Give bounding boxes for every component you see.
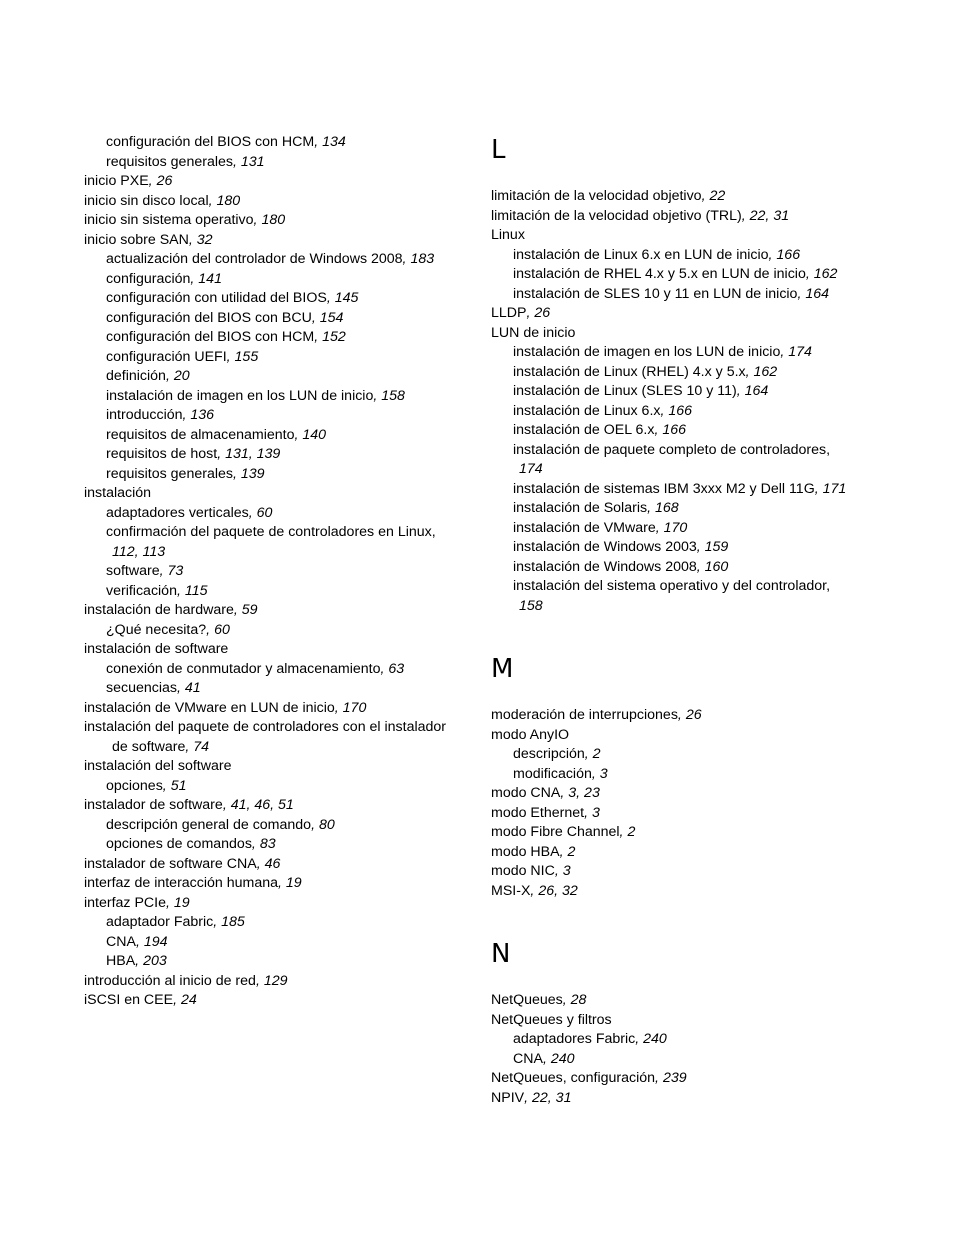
index-term: instalación de imagen en los LUN de inicio <box>106 387 374 404</box>
index-page-refs[interactable]: 2 <box>567 843 576 860</box>
index-page-refs[interactable]: 166 <box>776 246 801 263</box>
index-term: secuencias <box>106 680 177 696</box>
index-entry: CNA, 240 <box>513 1050 575 1067</box>
index-page-refs[interactable]: 180 <box>261 212 286 228</box>
section-letter-heading: N <box>491 939 511 969</box>
index-entry: actualización del controlador de Windows 2008, 183 <box>106 251 435 267</box>
section-letter-heading: M <box>491 654 514 684</box>
index-page-refs[interactable]: 63 <box>388 660 405 677</box>
index-term: opciones de comandos <box>106 836 252 852</box>
index-entry: NetQueues, 28 <box>491 992 587 1008</box>
index-page-refs[interactable]: 183 <box>410 251 435 267</box>
index-page-refs[interactable]: 2 <box>592 746 601 762</box>
index-page-refs[interactable]: 22 <box>709 188 726 204</box>
index-entry: instalación de SLES 10 y 11 en LUN de inicio, 164 <box>513 285 830 302</box>
index-page-refs[interactable]: 19 <box>173 894 190 911</box>
index-term: modo Ethernet <box>491 804 585 821</box>
index-term: instalación de Linux (SLES 10 y 11) <box>513 383 737 399</box>
index-entry: modo Fibre Channel, 2 <box>491 824 636 840</box>
index-entry: NPIV, 22, 31 <box>491 1089 572 1106</box>
index-page-refs[interactable]: 3 <box>599 765 608 782</box>
index-term: descripción general de comando <box>106 816 312 833</box>
index-entry: descripción general de comando, 80 <box>106 816 335 833</box>
index-page-refs[interactable]: 26 <box>534 305 551 321</box>
index-term: instalación de VMware <box>513 519 656 536</box>
index-entry <box>491 226 876 246</box>
section-letter-heading: L <box>491 135 506 165</box>
index-term: instalación de hardware <box>84 602 234 618</box>
index-term: definición <box>106 368 166 384</box>
index-entry <box>491 1011 876 1031</box>
index-term: LUN de inicio <box>491 324 576 341</box>
index-term: configuración con utilidad del BIOS <box>106 290 327 306</box>
index-entry: adaptador Fabric, 185 <box>106 914 245 930</box>
index-page-refs[interactable]: 170 <box>663 519 688 536</box>
index-term: instalación de RHEL 4.x y 5.x en LUN de inicio <box>513 266 806 282</box>
index-page-refs[interactable]: 166 <box>668 402 693 419</box>
index-entry: iSCSI en CEE, 24 <box>84 992 197 1008</box>
index-entry: modificación, 3 <box>513 765 608 782</box>
index-entry: instalación de Linux (RHEL) 4.x y 5.x, 162 <box>513 363 778 380</box>
index-entry: CNA, 194 <box>106 933 168 950</box>
index-page-refs[interactable]: 158 <box>519 597 543 614</box>
index-entry: inicio PXE, 26 <box>84 173 173 189</box>
index-entry: modo HBA, 2 <box>491 843 576 860</box>
index-entry: instalación de hardware, 59 <box>84 602 258 618</box>
index-entry: opciones de comandos, 83 <box>106 836 276 852</box>
index-page-refs[interactable]: 131 <box>240 153 265 170</box>
index-entry: requisitos generales, 139 <box>106 465 265 482</box>
index-page-refs[interactable]: 159 <box>704 539 729 555</box>
index-entry <box>491 324 876 344</box>
index-term: NPIV <box>491 1089 525 1106</box>
index-page-refs[interactable]: 26, 32 <box>538 882 578 899</box>
index-entry: instalación de Solaris, 168 <box>513 500 679 516</box>
index-entry: inicio sin disco local, 180 <box>84 192 241 209</box>
index-entry: modo NIC, 3 <box>491 863 571 879</box>
index-term: MSI-X <box>491 882 531 899</box>
index-term: modo HBA <box>491 843 560 860</box>
index-entry: software, 73 <box>106 563 184 579</box>
index-term: instalación del software <box>84 758 232 774</box>
index-entry <box>491 726 876 746</box>
index-term: verificación <box>106 582 177 599</box>
index-entry: LLDP, 26 <box>491 305 551 321</box>
index-entry: instalador de software CNA, 46 <box>84 855 281 872</box>
index-term: instalación de VMware en LUN de inicio <box>84 699 335 716</box>
index-entry: instalación de imagen en los LUN de inicio, 158 <box>106 387 405 404</box>
index-entry: requisitos de host, 131, 139 <box>106 446 281 462</box>
index-entry: limitación de la velocidad objetivo, 22 <box>491 188 726 204</box>
index-entry: conexión de conmutador y almacenamiento, 63 <box>106 660 405 677</box>
index-entry: ¿Qué necesita?, 60 <box>106 621 230 638</box>
index-term: instalación <box>84 485 152 501</box>
index-entry: interfaz PCIe, 19 <box>84 894 190 911</box>
index-page-refs[interactable]: 3 <box>591 804 600 821</box>
index-term: modo Fibre Channel <box>491 824 620 840</box>
index-term: introducción <box>106 407 183 423</box>
index-page-refs[interactable]: 22, 31 <box>749 207 790 224</box>
index-page-refs[interactable]: 170 <box>342 699 367 716</box>
index-page-refs[interactable]: 22, 31 <box>532 1089 572 1106</box>
index-term: instalación de SLES 10 y 11 en LUN de inicio <box>513 285 798 302</box>
index-page-refs[interactable]: 158 <box>381 387 405 404</box>
index-page-refs[interactable]: 46 <box>264 855 281 872</box>
index-page-refs[interactable]: 180 <box>216 192 241 209</box>
index-entry: adaptadores verticales, 60 <box>106 504 273 521</box>
index-page-refs[interactable]: 168 <box>654 500 679 516</box>
index-page-refs[interactable]: 134 <box>322 134 346 150</box>
index-term: instalación de imagen en los LUN de inicio <box>513 344 781 360</box>
index-entry: instalación de Windows 2008, 160 <box>513 558 729 575</box>
index-entry <box>491 597 876 617</box>
index-term: configuración del BIOS con BCU <box>106 309 312 326</box>
index-entry: definición, 20 <box>106 368 190 384</box>
index-page-refs[interactable]: 3, 23 <box>568 785 600 801</box>
index-entry: NetQueues, configuración, 239 <box>491 1070 687 1086</box>
index-page-refs[interactable]: 164 <box>744 383 769 399</box>
index-term: moderación de interrupciones <box>491 707 678 723</box>
index-page-refs[interactable]: 26 <box>156 173 173 189</box>
index-term: modificación <box>513 765 592 782</box>
index-page-refs[interactable]: 74 <box>193 738 210 755</box>
index-term: conexión de conmutador y almacenamiento <box>106 660 381 677</box>
index-page-refs[interactable]: 239 <box>662 1070 687 1086</box>
index-term: instalación de Windows 2008 <box>513 558 697 575</box>
index-page-refs[interactable]: 145 <box>334 290 359 306</box>
index-term: instalación de paquete completo de controladores, <box>513 441 831 458</box>
index-entry: requisitos de almacenamiento, 140 <box>106 426 327 443</box>
index-term: adaptadores Fabric <box>513 1031 636 1047</box>
index-entry <box>84 543 469 563</box>
index-page-refs[interactable]: 164 <box>805 285 830 302</box>
index-page-refs[interactable]: 28 <box>570 992 587 1008</box>
index-term: adaptadores verticales <box>106 504 249 521</box>
index-term: configuración del BIOS con HCM <box>106 134 315 150</box>
index-entry: instalación de OEL 6.x, 166 <box>513 422 686 438</box>
index-entry: instalación de Linux 6.x, 166 <box>513 402 693 419</box>
index-page-refs[interactable]: 19 <box>285 875 302 891</box>
index-entry: configuración del BIOS con BCU, 154 <box>106 309 344 326</box>
index-page-refs[interactable]: 174 <box>519 461 543 477</box>
index-entry <box>84 523 469 543</box>
index-page-refs[interactable]: 51 <box>170 777 187 794</box>
index-page-refs[interactable]: 240 <box>643 1031 667 1047</box>
index-term: instalación de Linux 6.x en LUN de inicio <box>513 246 769 263</box>
index-page-refs[interactable]: 73 <box>167 563 184 579</box>
index-term: instalación de OEL 6.x <box>513 422 655 438</box>
index-page-refs[interactable]: 154 <box>319 309 344 326</box>
index-entry: instalación de Windows 2003, 159 <box>513 539 729 555</box>
index-page-refs[interactable]: 162 <box>813 266 838 282</box>
index-left-column <box>84 133 469 1011</box>
index-term: ¿Qué necesita? <box>106 621 207 638</box>
index-page-refs[interactable]: 141 <box>198 270 222 287</box>
index-entry: instalación de RHEL 4.x y 5.x en LUN de inicio, 162 <box>513 266 838 282</box>
index-entry: instalación de Linux (SLES 10 y 11), 164 <box>513 383 769 399</box>
index-page-refs[interactable]: 83 <box>259 836 276 852</box>
index-term: instalación de Solaris <box>513 500 648 516</box>
index-entry <box>491 441 876 461</box>
index-entry <box>84 484 469 504</box>
index-page-refs[interactable]: 240 <box>550 1050 575 1067</box>
index-term: inicio sobre SAN <box>84 231 189 248</box>
index-page-refs[interactable]: 194 <box>143 933 168 950</box>
index-entry: introducción al inicio de red, 129 <box>84 972 288 989</box>
index-entry: instalación de sistemas IBM 3xxx M2 y Dell 11G, 171 <box>513 480 847 497</box>
index-term: actualización del controlador de Windows 2008 <box>106 251 403 267</box>
index-entry: configuración UEFI, 155 <box>106 348 259 365</box>
index-entry: modo Ethernet, 3 <box>491 804 600 821</box>
index-page-refs[interactable]: 136 <box>190 407 215 423</box>
index-entry: HBA, 203 <box>106 953 167 969</box>
index-term: modo NIC <box>491 863 555 879</box>
index-entry <box>84 640 469 660</box>
index-page-refs[interactable]: 112, 113 <box>112 543 166 560</box>
index-page-refs[interactable]: 131, 139 <box>225 446 281 462</box>
index-term: interfaz de interacción humana <box>84 875 279 891</box>
index-entry: inicio sobre SAN, 32 <box>84 231 213 248</box>
index-page-refs[interactable]: 155 <box>234 348 259 365</box>
index-entry: instalación de VMware, 170 <box>513 519 688 536</box>
index-term: inicio PXE <box>84 173 149 189</box>
index-term: configuración del BIOS con HCM <box>106 329 315 345</box>
index-term: instalación de Linux (RHEL) 4.x y 5.x <box>513 363 746 380</box>
index-entry: configuración, 141 <box>106 270 222 287</box>
index-page-refs[interactable]: 115 <box>184 582 208 599</box>
index-page-refs[interactable]: 24 <box>181 992 197 1008</box>
index-term: instalación de Windows 2003 <box>513 539 697 555</box>
index-page-refs[interactable]: 140 <box>302 426 327 443</box>
index-page-refs[interactable]: 129 <box>263 972 288 989</box>
index-entry: moderación de interrupciones, 26 <box>491 707 702 723</box>
index-page-refs[interactable]: 2 <box>627 824 636 840</box>
index-page-refs[interactable]: 152 <box>322 329 346 345</box>
index-page-refs[interactable]: 80 <box>318 816 335 833</box>
index-entry: opciones, 51 <box>106 777 187 794</box>
index-term: NetQueues <box>491 992 563 1008</box>
index-page-refs[interactable]: 20 <box>173 368 190 384</box>
index-page-refs[interactable]: 171 <box>822 480 847 497</box>
index-right-column <box>491 133 876 1108</box>
index-entry: inicio sin sistema operativo, 180 <box>84 212 286 228</box>
index-entry: descripción, 2 <box>513 746 601 762</box>
index-term: CNA <box>513 1050 543 1067</box>
index-term: Linux <box>491 227 525 243</box>
index-term: configuración UEFI <box>106 348 227 365</box>
index-entry: secuencias, 41 <box>106 680 201 696</box>
index-page-refs[interactable]: 185 <box>221 914 245 930</box>
index-term: adaptador Fabric <box>106 914 214 930</box>
index-term: LLDP <box>491 305 527 321</box>
index-entry: limitación de la velocidad objetivo (TRL), 22, 31 <box>491 207 790 224</box>
index-entry: modo CNA, 3, 23 <box>491 785 600 801</box>
index-term: software <box>106 563 160 579</box>
index-term: requisitos generales <box>106 465 233 482</box>
index-term: instalación de Linux 6.x <box>513 402 661 419</box>
index-page-refs[interactable]: 60 <box>214 621 230 638</box>
index-term: limitación de la velocidad objetivo (TRL) <box>491 207 742 224</box>
index-term: modo AnyIO <box>491 726 570 743</box>
index-entry: configuración del BIOS con HCM, 134 <box>106 134 346 150</box>
index-term: confirmación del paquete de controladores en Linux, <box>106 524 436 540</box>
index-term: inicio sin disco local <box>84 192 209 209</box>
index-term: NetQueues, configuración <box>491 1070 656 1086</box>
index-term: configuración <box>106 270 191 287</box>
index-page-refs[interactable]: 139 <box>240 465 265 482</box>
index-term: NetQueues y filtros <box>491 1011 612 1028</box>
index-term: requisitos de host <box>106 446 218 462</box>
index-entry: configuración con utilidad del BIOS, 145 <box>106 290 359 306</box>
index-term: instalación de sistemas IBM 3xxx M2 y Dell 11G <box>513 480 815 497</box>
index-term: inicio sin sistema operativo <box>84 212 254 228</box>
index-term: requisitos de almacenamiento <box>106 426 295 443</box>
index-page-refs[interactable]: 32 <box>196 231 213 248</box>
index-entry: instalador de software, 41, 46, 51 <box>84 797 294 813</box>
index-page-refs[interactable]: 41, 46, 51 <box>230 797 294 813</box>
index-entry: de software, 74 <box>112 738 210 755</box>
index-page-refs[interactable]: 41 <box>184 680 201 696</box>
index-term: de software <box>112 738 186 755</box>
index-term: instalación del paquete de controladores con el instalador <box>84 719 447 735</box>
index-page-refs[interactable]: 3 <box>562 863 571 879</box>
index-page-refs[interactable]: 162 <box>753 363 778 380</box>
index-entry: adaptadores Fabric, 240 <box>513 1031 667 1047</box>
index-entry: verificación, 115 <box>106 582 208 599</box>
index-page-refs[interactable]: 174 <box>788 344 812 360</box>
index-entry: configuración del BIOS con HCM, 152 <box>106 329 346 345</box>
index-term: iSCSI en CEE <box>84 992 174 1008</box>
index-term: instalador de software CNA <box>84 855 257 872</box>
index-term: descripción <box>513 746 585 762</box>
index-term: limitación de la velocidad objetivo <box>491 188 702 204</box>
index-term: opciones <box>106 777 163 794</box>
index-entry <box>491 577 876 597</box>
index-term: interfaz PCIe <box>84 894 167 911</box>
index-entry: MSI-X, 26, 32 <box>491 882 578 899</box>
index-entry <box>491 460 876 480</box>
index-entry: requisitos generales, 131 <box>106 153 265 170</box>
index-term: HBA <box>106 953 136 969</box>
index-term: requisitos generales <box>106 153 233 170</box>
index-page-refs[interactable]: 160 <box>704 558 729 575</box>
index-term: instalación del sistema operativo y del controlador, <box>513 578 831 594</box>
index-page-refs[interactable]: 166 <box>662 422 686 438</box>
index-entry: instalación de VMware en LUN de inicio, 170 <box>84 699 367 716</box>
index-entry: instalación de imagen en los LUN de inicio, 174 <box>513 344 812 360</box>
index-entry: interfaz de interacción humana, 19 <box>84 875 302 891</box>
index-term: instalación de software <box>84 641 229 657</box>
index-page-refs[interactable]: 26 <box>685 707 702 723</box>
index-entry <box>84 718 469 738</box>
index-entry: introducción, 136 <box>106 407 215 423</box>
index-entry <box>84 757 469 777</box>
index-page-refs[interactable]: 59 <box>241 602 258 618</box>
index-term: CNA <box>106 933 136 950</box>
index-term: modo CNA <box>491 785 561 801</box>
index-term: instalador de software <box>84 797 223 813</box>
index-page-refs[interactable]: 60 <box>256 504 273 521</box>
index-term: introducción al inicio de red <box>84 972 256 989</box>
index-page-refs[interactable]: 203 <box>143 953 167 969</box>
index-entry: instalación de Linux 6.x en LUN de inicio, 166 <box>513 246 801 263</box>
